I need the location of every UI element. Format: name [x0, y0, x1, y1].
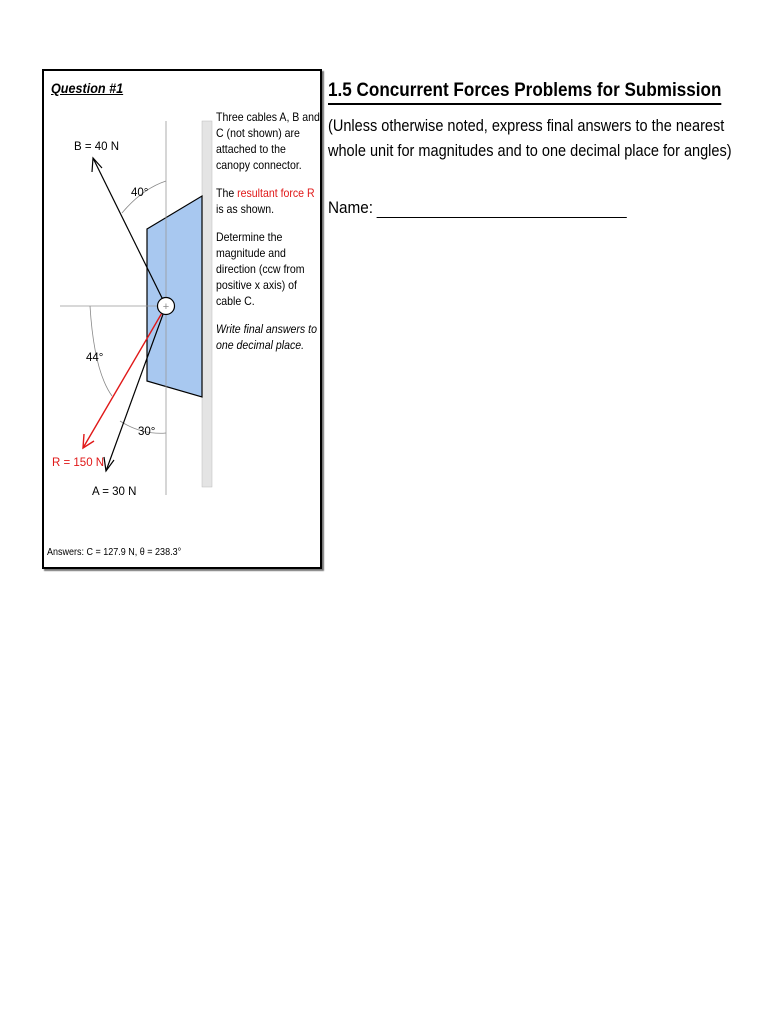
resultant-highlight: resultant force R: [237, 186, 315, 200]
page-heading: 1.5 Concurrent Forces Problems for Submission: [328, 80, 721, 105]
connector-pin-cross: +: [162, 301, 170, 313]
question-paragraph-4: Write final answers to one decimal place.: [216, 322, 317, 352]
question-paragraph-2: [216, 185, 322, 217]
label-b: B = 40 N: [74, 141, 120, 153]
name-blank[interactable]: [377, 199, 627, 218]
angle-label-44: 44°: [86, 352, 104, 364]
force-a-arrow: [106, 306, 166, 471]
instructions: [328, 114, 732, 164]
name-row: [328, 198, 627, 218]
question-text: [216, 109, 320, 365]
angle-arc-44: [90, 306, 112, 396]
canopy-plate: [147, 196, 202, 397]
angle-label-40: 40°: [131, 187, 149, 199]
paragraph-2-prefix: The: [216, 186, 238, 200]
question-title: Question #1: [51, 80, 124, 96]
question-box: [42, 69, 322, 569]
question-paragraph-1: Three cables A, B and C (not shown) are attached to the canopy connector.: [216, 110, 320, 172]
answers-text: Answers: C = 127.9 N, θ = 238.3°: [47, 547, 182, 558]
wall: [202, 121, 212, 487]
instruction-line-1: (Unless otherwise noted, express final answers to the nearest: [328, 117, 725, 135]
question-paragraph-3: Determine the magnitude and direction (ccw from positive x axis) of cable C.: [216, 230, 305, 308]
label-r: R = 150 N: [52, 457, 105, 469]
angle-label-30: 30°: [138, 426, 156, 438]
name-label: Name:: [328, 198, 374, 217]
label-a: A = 30 N: [92, 486, 137, 498]
instruction-line-2: whole unit for magnitudes and to one decimal place for angles): [328, 142, 732, 160]
paragraph-2-suffix: is as shown.: [216, 202, 275, 216]
